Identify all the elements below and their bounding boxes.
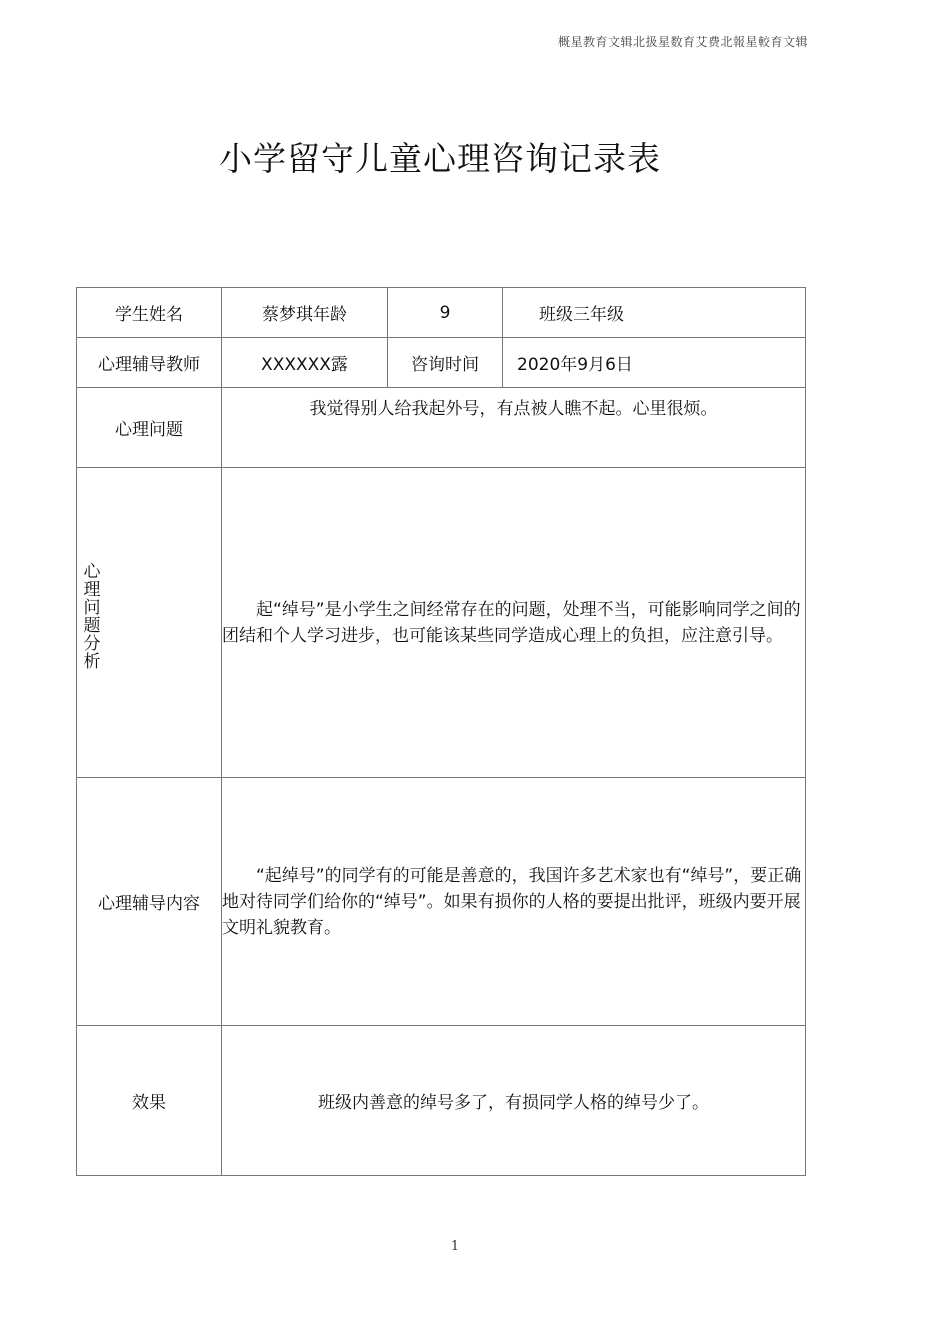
consultation-record-table (76, 287, 806, 1176)
student-name-label: 学生姓名 (77, 288, 222, 338)
table-row (77, 468, 806, 778)
consult-time-label: 咨询时间 (388, 338, 503, 388)
teacher-label: 心理辅导教师 (77, 338, 222, 388)
class-value: 班级三年级 (503, 288, 806, 338)
analysis-label-cell (77, 468, 222, 778)
student-name-age-label: 蔡梦琪年龄 (222, 288, 388, 338)
page-title: 小学留守儿童心理咨询记录表 (219, 139, 661, 178)
table-row (77, 778, 806, 1026)
table-row (77, 388, 806, 468)
effect-label: 效果 (77, 1026, 222, 1176)
analysis-text: 起“绰号”是小学生之间经常存在的问题，处理不当，可能影响同学之间的团结和个人学习进步，也可能该某些同学造成心理上的负担，应注意引导。 (222, 468, 806, 778)
consult-date-value: 2020年9月6日 (503, 338, 806, 388)
table-row (77, 288, 806, 338)
age-value: 9 (388, 288, 503, 338)
table-row (77, 338, 806, 388)
effect-text: 班级内善意的绰号多了，有损同学人格的绰号少了。 (222, 1026, 806, 1176)
problem-label: 心理问题 (77, 388, 222, 468)
table-row (77, 1026, 806, 1176)
page-number: 1 (450, 1239, 460, 1254)
header-note: 概星教育文辑北扱星数育艾费北報星較育文辑 (557, 35, 808, 49)
guidance-label: 心理辅导内容 (77, 778, 222, 1026)
problem-text: 我觉得别人给我起外号，有点被人瞧不起。心里很烦。 (222, 388, 806, 468)
guidance-text: “起绰号”的同学有的可能是善意的，我国许多艺术家也有“绰号”，要正确地对待同学们给你的“绰号”。如果有损你的人格的要提出批评，班级内要开展文明礼貌教育。 (222, 778, 806, 1026)
teacher-value: XXXXXX露 (222, 338, 388, 388)
analysis-label: 心理问题分析 (83, 562, 101, 672)
